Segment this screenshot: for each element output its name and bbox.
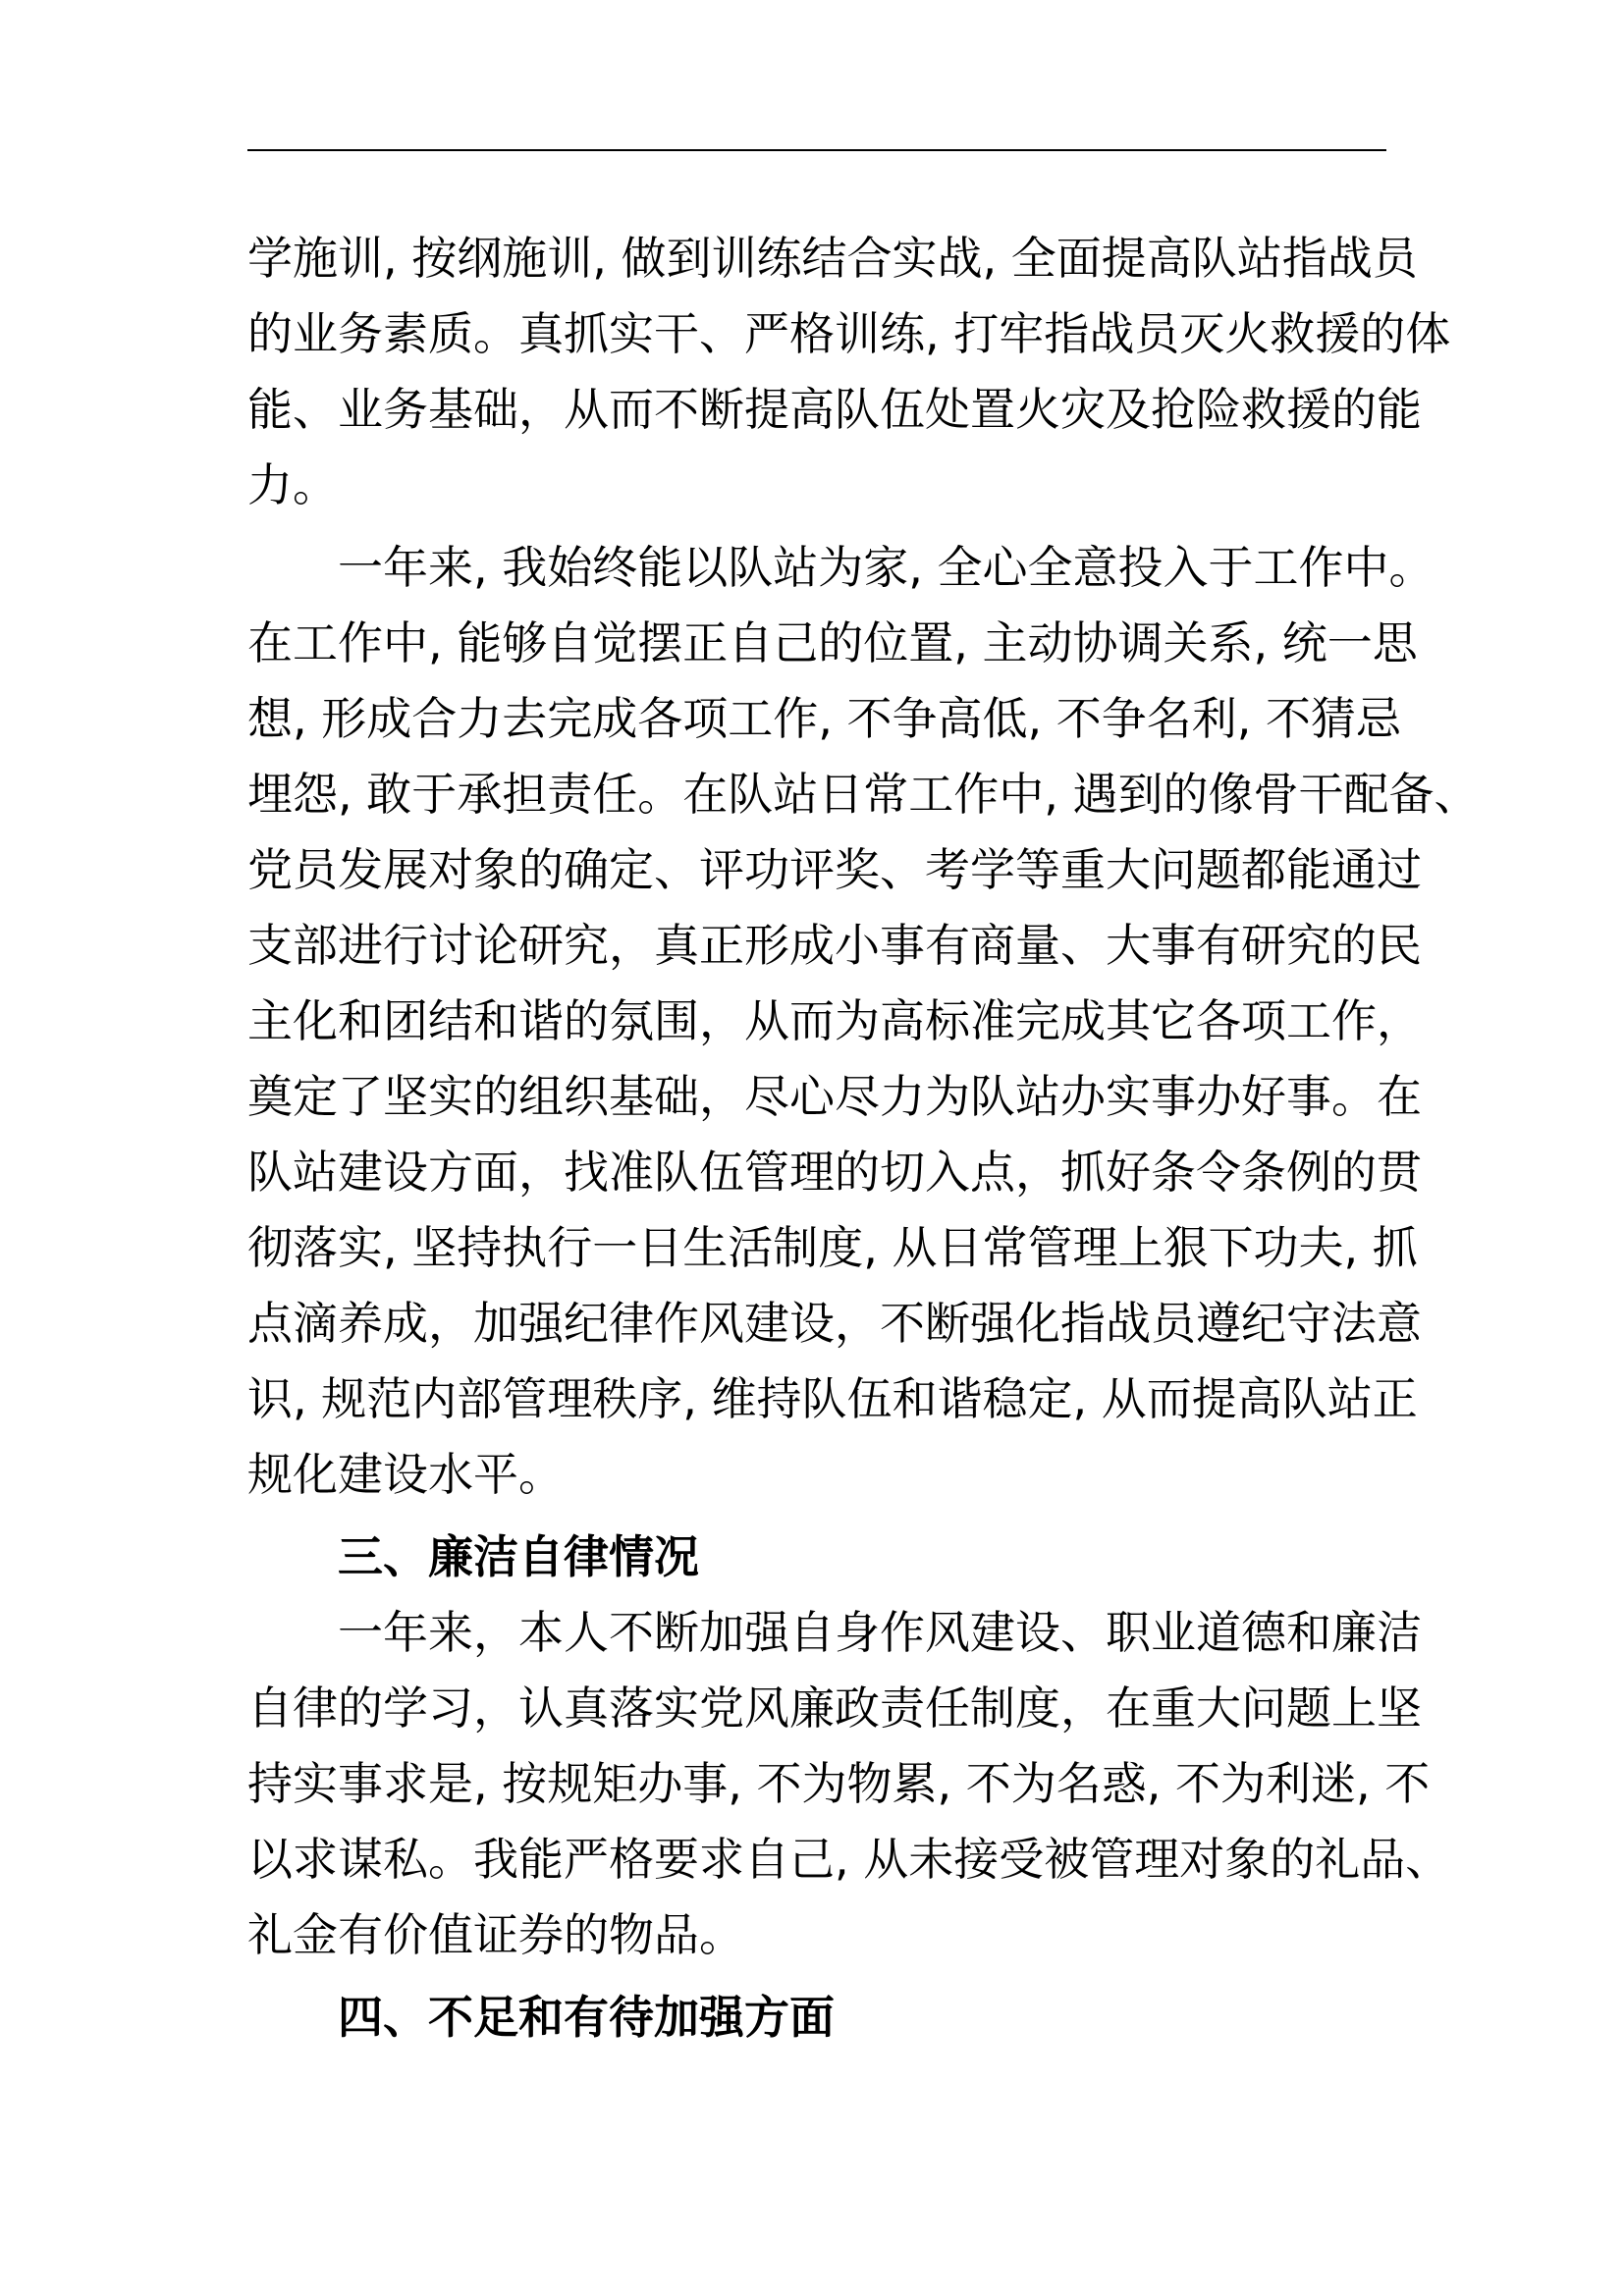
text-line: 规化建设水平。 [247,1448,564,1501]
text-line: 奠定了坚实的组织基础，尽心尽力为队站办实事办好事。在 [247,1070,1422,1123]
text-line: 力。 [247,458,338,511]
text-line: 一年来，本人不断加强自身作风建设、职业道德和廉洁 [338,1606,1422,1659]
text-line: 一年来, 我始终能以队站为家, 全心全意投入于工作中。 [338,541,1435,594]
section-heading-integrity: 三、廉洁自律情况 [338,1530,699,1583]
text-line: 的业务素质。真抓实干、严格训练, 打牢指战员灭火救援的体 [247,307,1451,360]
text-line: 自律的学习，认真落实党风廉政责任制度，在重大问题上坚 [247,1682,1422,1735]
text-line: 彻落实, 坚持执行一日生活制度, 从日常管理上狠下功夫, 抓 [247,1221,1418,1274]
text-line: 礼金有价值证券的物品。 [247,1908,744,1961]
text-line: 在工作中, 能够自觉摆正自己的位置, 主动协调关系, 统一思 [247,616,1418,669]
text-line: 主化和团结和谐的氛围，从而为高标准完成其它各项工作， [247,994,1422,1047]
text-line: 识, 规范内部管理秩序, 维持队伍和谐稳定, 从而提高队站正 [247,1372,1418,1425]
paragraph-team-work [247,530,1480,1513]
section-heading-shortcomings: 四、不足和有待加强方面 [338,1991,835,2044]
text-line: 党员发展对象的确定、评功评奖、考学等重大问题都能通过 [247,843,1422,896]
text-line: 支部进行讨论研究，真正形成小事有商量、大事有研究的民 [247,919,1422,972]
text-line: 队站建设方面，找准队伍管理的切入点，抓好条令条例的贯 [247,1146,1422,1199]
text-line: 埋怨, 敢于承担责任。在队站日常工作中, 遇到的像骨干配备、 [247,768,1480,821]
text-line: 以求谋私。我能严格要求自己, 从未接受被管理对象的礼品、 [247,1833,1451,1886]
text-line: 想, 形成合力去完成各项工作, 不争高低, 不争名利, 不猜忌 [247,692,1401,745]
header-rule [247,149,1386,151]
text-line: 能、业务基础，从而不断提高队伍处置火灾及抢险救援的能 [247,383,1422,436]
text-line: 持实事求是, 按规矩办事, 不为物累, 不为名惑, 不为利迷, 不 [247,1757,1431,1810]
text-line: 学施训, 按纲施训, 做到训练结合实战, 全面提高队站指战员 [247,232,1418,285]
paragraph-integrity [247,1595,1451,1973]
paragraph-training [247,221,1451,523]
document-body [247,221,1480,2056]
text-line: 点滴养成，加强纪律作风建设，不断强化指战员遵纪守法意 [247,1297,1422,1350]
